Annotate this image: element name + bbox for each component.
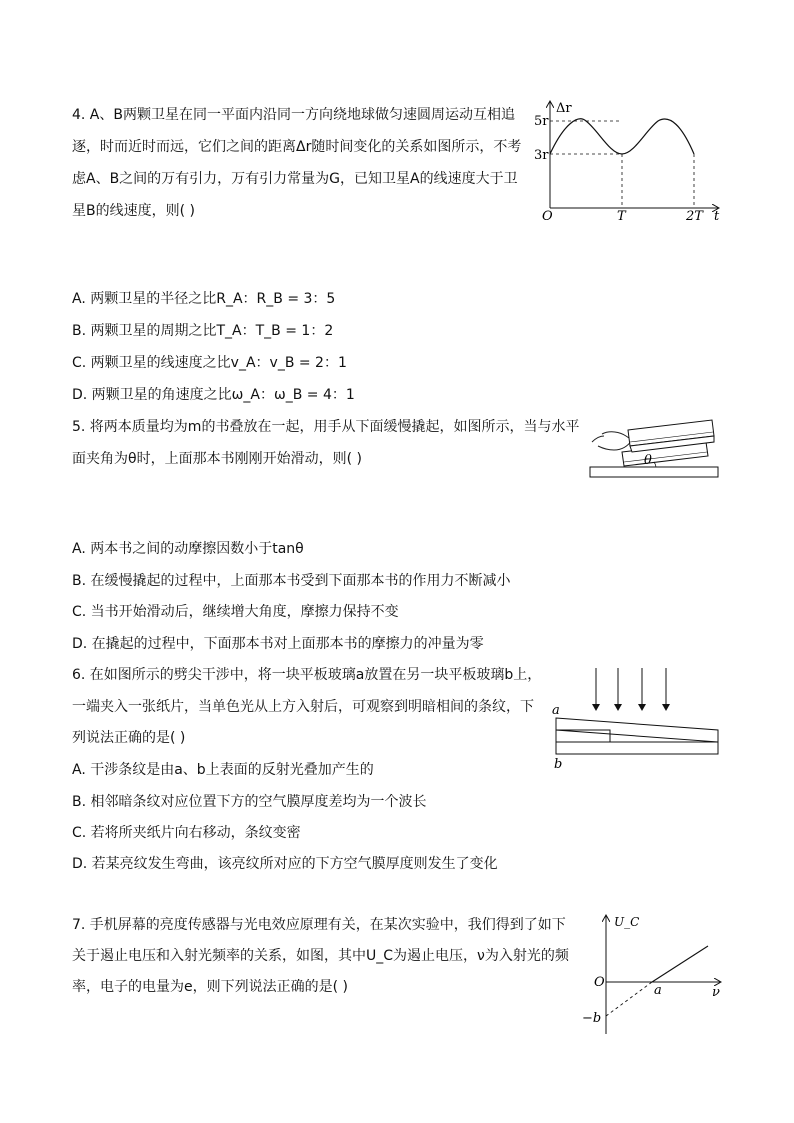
q4-origin-label: O <box>542 209 553 224</box>
q7-line-3: 率，电子的电量为e，则下列说法正确的是( ) <box>72 979 348 995</box>
q5-option-d: D. 在撬起的过程中，下面那本书对上面那本书的摩擦力的冲量为零 <box>72 636 484 652</box>
q4-delta-r-graph <box>528 96 728 226</box>
q7-stopping-voltage-graph <box>578 910 726 1040</box>
q4-line-3: 虑A、B之间的万有引力，万有引力常量为G，已知卫星A的线速度大于卫 <box>72 171 518 187</box>
q4-line-4: 星B的线速度，则( ) <box>72 203 195 219</box>
q6-option-b: B. 相邻暗条纹对应位置下方的空气膜厚度差均为一个波长 <box>72 794 427 810</box>
q7-solid-line <box>652 946 708 982</box>
q4-x-tick-2T: 2T <box>686 209 703 224</box>
q6-option-d: D. 若某亮纹发生弯曲，该亮纹所对应的下方空气膜厚度则发生了变化 <box>72 856 498 872</box>
q4-option-a: A. 两颗卫星的半径之比R_A：R_B = 3：5 <box>72 291 336 307</box>
q4-x-tick-T: T <box>617 209 626 224</box>
q7-intercept-b: −b <box>582 1011 602 1026</box>
q4-y-tick-3r: 3r <box>534 148 549 163</box>
q5-option-a: A. 两本书之间的动摩擦因数小于tanθ <box>72 541 304 557</box>
q5-line-2: 面夹角为θ时，上面那本书刚刚开始滑动，则( ) <box>72 451 362 467</box>
q6-line-1: 6. 在如图所示的劈尖干涉中，将一块平板玻璃a放置在另一块平板玻璃b上， <box>72 667 542 683</box>
q6-option-c: C. 若将所夹纸片向右移动，条纹变密 <box>72 825 301 841</box>
q5-table <box>590 467 718 477</box>
q5-hand <box>598 432 632 450</box>
q7-intercept-a: a <box>654 983 662 998</box>
q5-option-c: C. 当书开始滑动后，继续增大角度，摩擦力保持不变 <box>72 604 399 620</box>
q4-y-label: Δr <box>556 101 572 116</box>
q6-option-a: A. 干涉条纹是由a、b上表面的反射光叠加产生的 <box>72 762 374 778</box>
q4-y-tick-5r: 5r <box>534 114 549 129</box>
q7-line-1: 7. 手机屏幕的亮度传感器与光电效应原理有关，在某次实验中，我们得到了如下 <box>72 917 566 933</box>
q6-label-b: b <box>554 757 563 772</box>
q5-line-1: 5. 将两本质量均为m的书叠放在一起，用手从下面缓慢撬起，如图所示，当与水平 <box>72 419 580 435</box>
q6-line-2: 一端夹入一张纸片，当单色光从上方入射后，可观察到明暗相间的条纹，下 <box>72 699 534 715</box>
q5-angle-label: θ <box>644 453 652 468</box>
q7-x-label: ν <box>712 985 720 1000</box>
q5-option-b: B. 在缓慢撬起的过程中，上面那本书受到下面那本书的作用力不断减小 <box>72 573 511 589</box>
q4-option-d: D. 两颗卫星的角速度之比ω_A：ω_B = 4：1 <box>72 387 355 403</box>
q6-wedge-figure <box>548 664 724 774</box>
q6-glass-b <box>556 742 718 754</box>
q6-label-a: a <box>552 703 560 718</box>
q4-line-1: 4. A、B两颗卫星在同一平面内沿同一方向绕地球做匀速圆周运动互相追 <box>72 107 515 123</box>
q7-origin-label: O <box>594 975 605 990</box>
q4-option-b: B. 两颗卫星的周期之比T_A：T_B = 1：2 <box>72 323 334 339</box>
q6-line-3: 列说法正确的是( ) <box>72 730 186 746</box>
q4-distance-curve <box>550 119 694 154</box>
q4-option-c: C. 两颗卫星的线速度之比v_A：v_B = 2：1 <box>72 355 347 371</box>
q7-y-label: U_C <box>614 915 640 929</box>
q7-line-2: 关于遏止电压和入射光频率的关系，如图，其中U_C为遏止电压，ν为入射光的频 <box>72 948 569 964</box>
q7-dashed-line <box>606 982 652 1016</box>
q4-x-label: t <box>714 209 720 224</box>
q4-line-2: 逐，时而近时而远，它们之间的距离Δr随时间变化的关系如图所示，不考 <box>72 139 522 155</box>
q5-books-figure <box>588 412 724 482</box>
